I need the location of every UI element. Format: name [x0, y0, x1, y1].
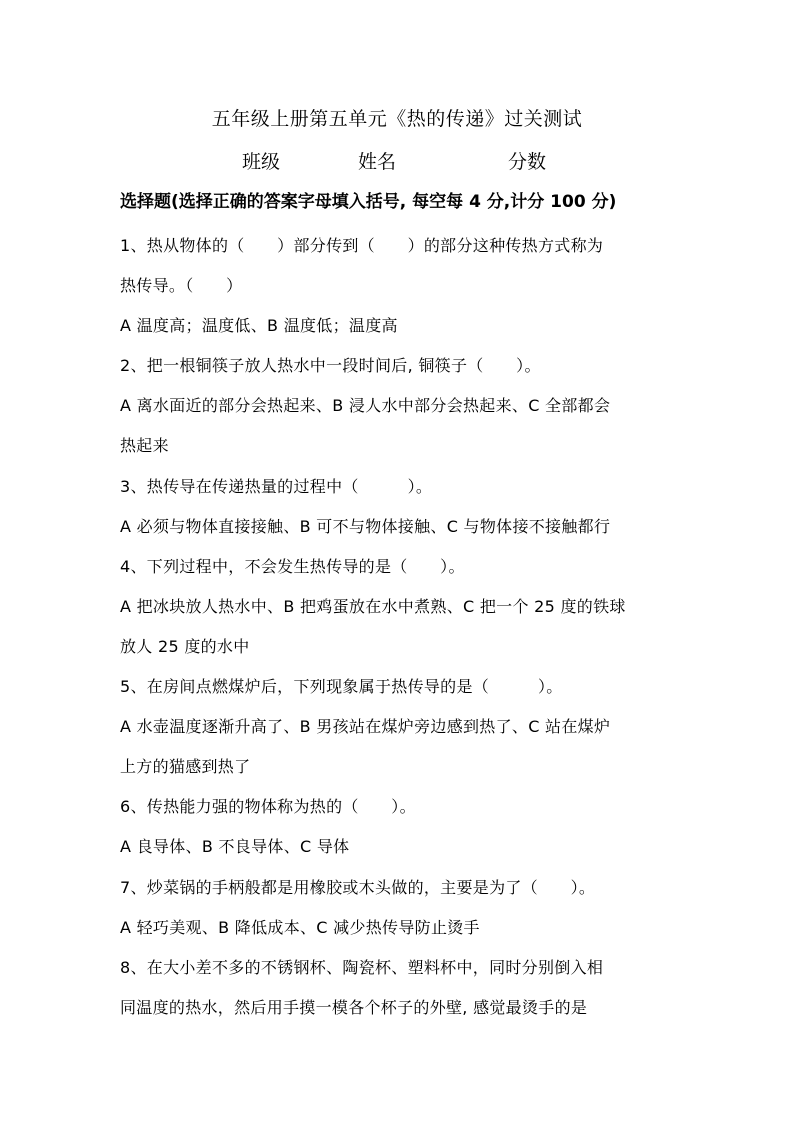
- q5-options-line-2: 上方的猫感到热了: [120, 757, 251, 777]
- q4-question: 4、下列过程中，不会发生热传导的是（ ）。: [120, 556, 465, 576]
- q6-options: A 良导体、B 不良导体、C 导体: [120, 837, 350, 857]
- q1-line-2: 热传导。（ ）: [120, 276, 243, 296]
- name-label: 姓名: [358, 151, 397, 173]
- q8-question-line-1: 8、在大小差不多的不锈钢杯、陶瓷杯、塑料杯中，同时分别倒入相: [120, 957, 604, 977]
- q7-options: A 轻巧美观、B 降低成本、C 减少热传导防止烫手: [120, 917, 480, 937]
- q3-options: A 必须与物体直接接触、B 可不与物体接触、C 与物体接不接触都行: [120, 516, 611, 536]
- q3-question: 3、热传导在传递热量的过程中（ ）。: [120, 476, 433, 496]
- class-label: 班级: [242, 151, 281, 173]
- score-label: 分数: [508, 151, 547, 173]
- section-heading: 选择题(选择正确的答案字母填入括号, 每空每 4 分,计分 100 分): [120, 192, 617, 212]
- q1-line-1: 1、热从物体的（ ）部分传到（ ）的部分这种传热方式称为: [120, 236, 604, 255]
- q8-question-line-2: 同温度的热水，然后用手摸一模各个杯子的外壁, 感觉最烫手的是: [120, 997, 588, 1017]
- question-list: [120, 234, 680, 1036]
- document-title: 五年级上册第五单元《热的传递》过关测试: [211, 108, 583, 130]
- q5-question: 5、在房间点燃煤炉后，下列现象属于热传导的是（ ）。: [120, 677, 563, 697]
- q2-question: 2、把一根铜筷子放人热水中一段时间后, 铜筷子（ ）。: [120, 356, 541, 376]
- q6-question: 6、传热能力强的物体称为热的（ ）。: [120, 797, 416, 817]
- q2-options-line-2: 热起来: [120, 436, 169, 456]
- q7-question: 7、炒菜锅的手柄般都是用橡胶或木头做的，主要是为了（ ）。: [120, 877, 596, 897]
- q4-options-line-2: 放人 25 度的水中: [120, 636, 250, 656]
- q5-options-line-1: A 水壶温度逐渐升高了、B 男孩站在煤炉旁边感到热了、C 站在煤炉: [120, 717, 611, 737]
- q1-options: A 温度高；温度低、B 温度低；温度高: [120, 316, 398, 336]
- q2-options-line-1: A 离水面近的部分会热起来、B 浸人水中部分会热起来、C 全部都会: [120, 396, 611, 416]
- q4-options-line-1: A 把冰块放人热水中、B 把鸡蛋放在水中煮熟、C 把一个 25 度的铁球: [120, 596, 626, 616]
